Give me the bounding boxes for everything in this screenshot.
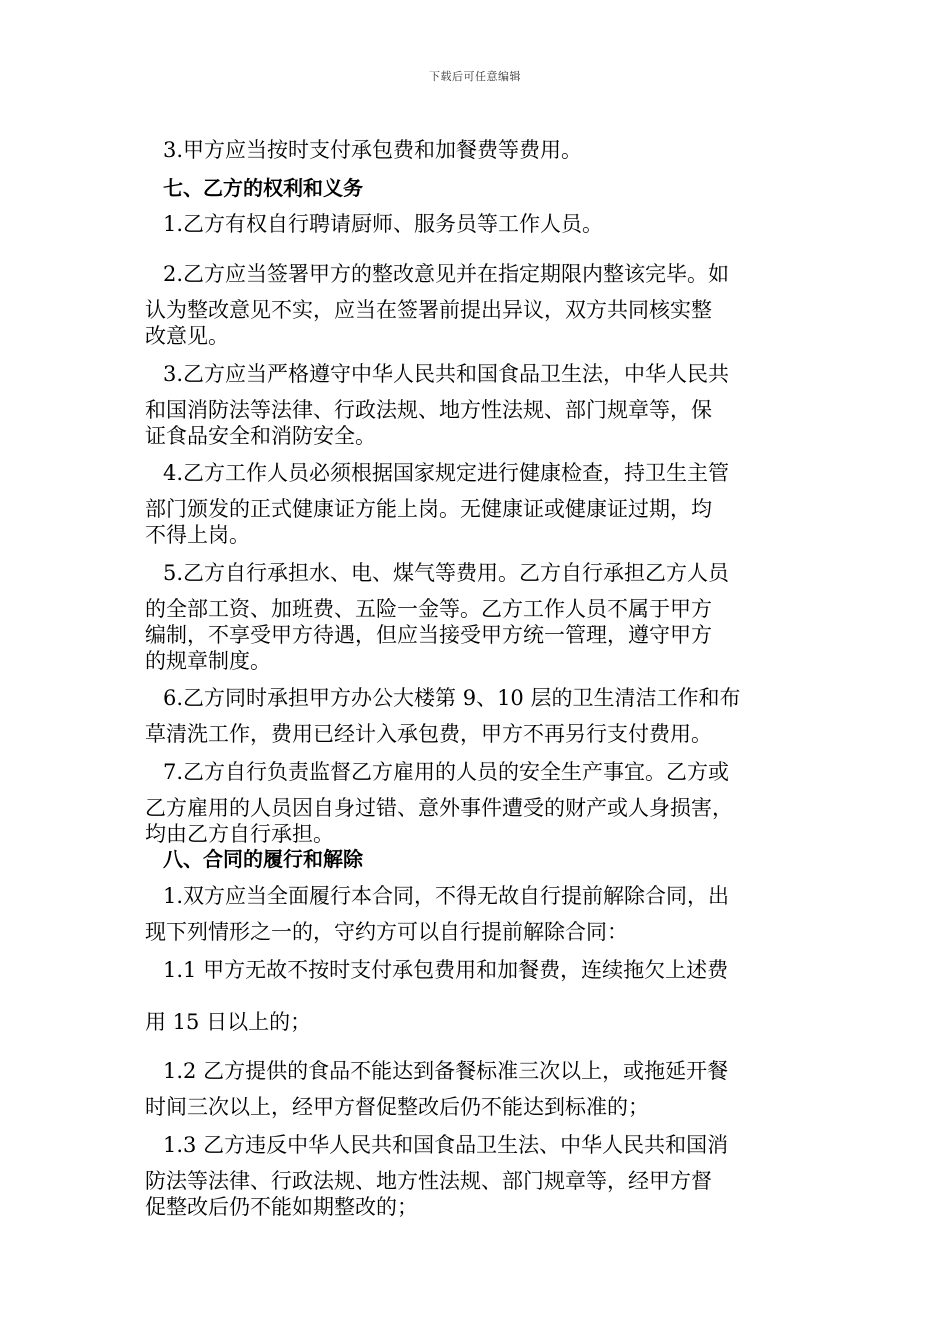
clause-text: 认为整改意见不实，应当在签署前提出异议，双方共同核实整 <box>145 298 712 322</box>
clause-text: 2.乙方应当签署甲方的整改意见并在指定期限内整该完毕。如 <box>163 262 730 286</box>
section-heading-7: 七、乙方的权利和义务 <box>163 176 363 200</box>
clause-text: 证食品安全和消防安全。 <box>145 424 376 448</box>
clause-text: 1.3 乙方违反中华人民共和国食品卫生法、中华人民共和国消 <box>163 1133 729 1157</box>
clause-text: 均由乙方自行承担。 <box>145 822 334 846</box>
clause-text: 的全部工资、加班费、五险一金等。乙方工作人员不属于甲方 <box>145 597 712 621</box>
clause-text: 7.乙方自行负责监督乙方雇用的人员的安全生产事宜。乙方或 <box>163 760 730 784</box>
clause-text: 和国消防法等法律、行政法规、地方性法规、部门规章等，保 <box>145 398 712 422</box>
clause-text: 5.乙方自行承担水、电、煤气等费用。乙方自行承担乙方人员 <box>163 561 730 585</box>
clause-text: 乙方雇用的人员因自身过错、意外事件遭受的财产或人身损害， <box>145 796 733 820</box>
clause-text: 6.乙方同时承担甲方办公大楼第 9、10 层的卫生清洁工作和布 <box>163 686 741 710</box>
clause-text: 部门颁发的正式健康证方能上岗。无健康证或健康证过期，均 <box>145 497 712 521</box>
clause-text: 防法等法律、行政法规、地方性法规、部门规章等，经甲方督 <box>145 1169 712 1193</box>
clause-text: 草清洗工作，费用已经计入承包费，甲方不再另行支付费用。 <box>145 722 712 746</box>
clause-text: 编制，不享受甲方待遇，但应当接受甲方统一管理，遵守甲方 <box>145 623 712 647</box>
clause-text: 3.乙方应当严格遵守中华人民共和国食品卫生法，中华人民共 <box>163 362 730 386</box>
section-heading-8: 八、合同的履行和解除 <box>163 847 363 871</box>
clause-text: 时间三次以上，经甲方督促整改后仍不能达到标准的； <box>145 1095 649 1119</box>
clause-text: 3.甲方应当按时支付承包费和加餐费等费用。 <box>163 138 583 162</box>
clause-text: 用 15 日以上的； <box>145 1010 312 1034</box>
clause-text: 的规章制度。 <box>145 649 271 673</box>
clause-text: 现下列情形之一的，守约方可以自行提前解除合同： <box>145 920 628 944</box>
clause-text: 促整改后仍不能如期整改的； <box>145 1195 418 1219</box>
clause-text: 改意见。 <box>145 324 229 348</box>
clause-text: 4.乙方工作人员必须根据国家规定进行健康检查，持卫生主管 <box>163 461 730 485</box>
clause-text: 1.双方应当全面履行本合同，不得无故自行提前解除合同，出 <box>163 884 730 908</box>
page-header-note: 下载后可任意编辑 <box>429 70 521 83</box>
clause-text: 1.乙方有权自行聘请厨师、服务员等工作人员。 <box>163 212 604 236</box>
clause-text: 1.2 乙方提供的食品不能达到备餐标准三次以上，或拖延开餐 <box>163 1059 729 1083</box>
clause-text: 1.1 甲方无故不按时支付承包费用和加餐费，连续拖欠上述费 <box>163 958 729 982</box>
clause-text: 不得上岗。 <box>145 523 250 547</box>
